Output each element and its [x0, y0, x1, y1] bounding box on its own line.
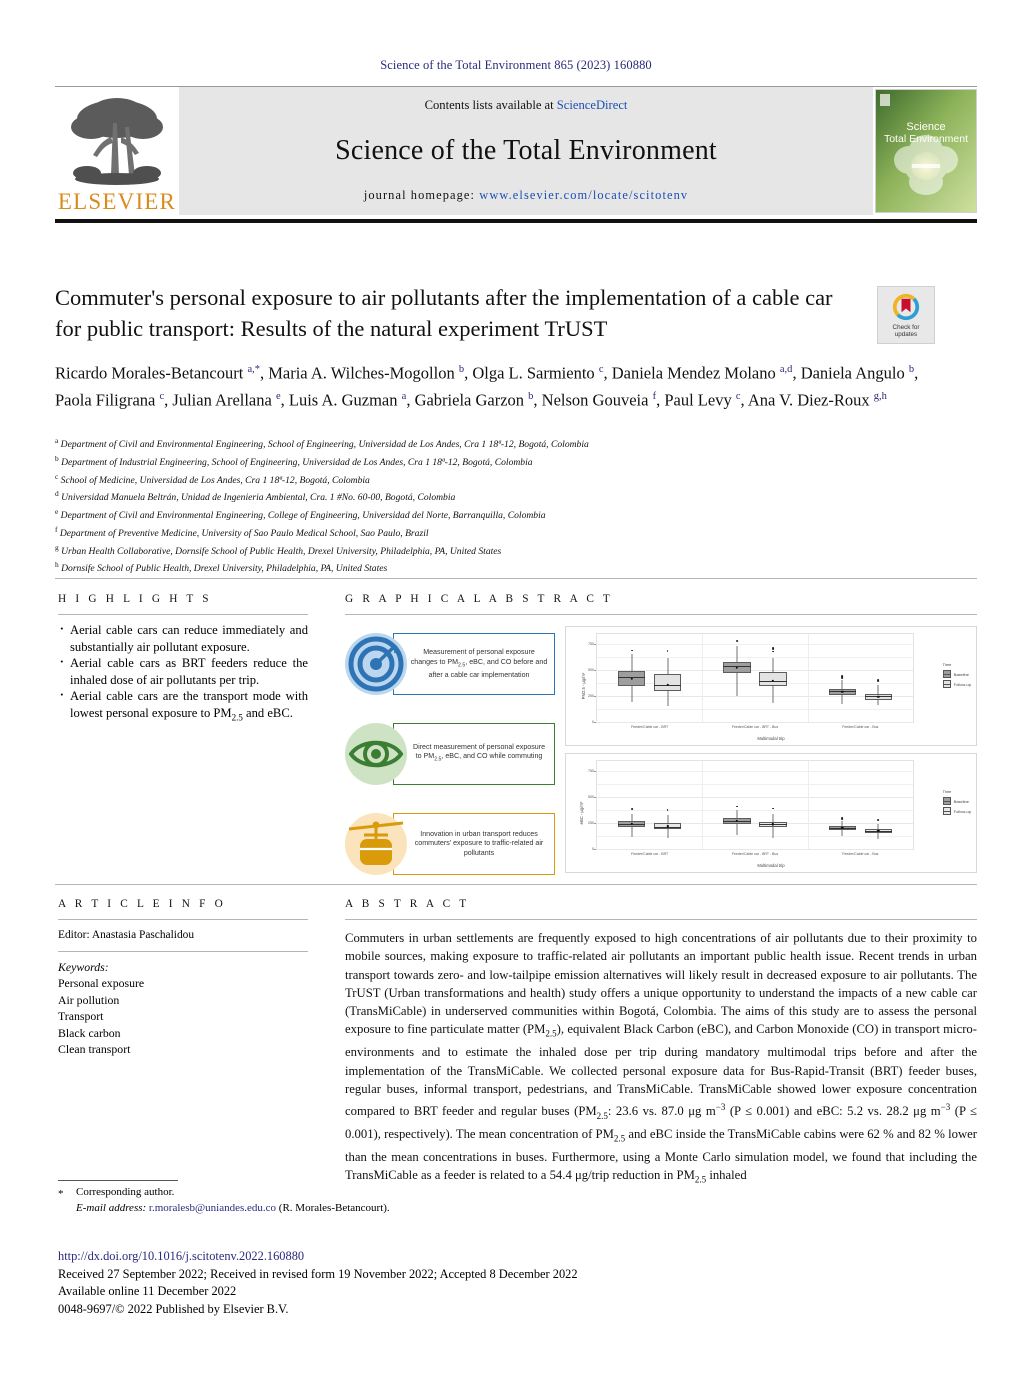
- boxplot-baseline: [618, 634, 645, 722]
- journal-cover: [873, 87, 977, 215]
- affiliation-item: [55, 505, 955, 523]
- legend-entry: [943, 807, 971, 815]
- affiliation-item: [55, 487, 955, 505]
- author-name: Julian Arellana: [172, 390, 276, 410]
- affiliation-item: [55, 558, 955, 576]
- title-block: [55, 282, 977, 344]
- outlier-point: [736, 806, 738, 808]
- crossmark-line2: updates: [894, 331, 918, 338]
- graphical-abstract-callout: [345, 716, 555, 792]
- contents-line: [425, 98, 628, 113]
- outlier-point: [736, 640, 738, 642]
- boxplot-follow-up: [865, 761, 892, 849]
- outlier-point: [877, 679, 879, 681]
- email-line: [58, 1200, 658, 1216]
- affiliation-mark: d: [55, 489, 59, 499]
- callout-text-box: [393, 633, 555, 695]
- affiliation-text: School of Medicine, Universidad de Los Andes, Cra 1 18ª-12, Bogotá, Colombia: [58, 474, 370, 486]
- author-separator: ,: [259, 363, 269, 383]
- category-separator: [702, 761, 703, 849]
- legend-swatch: [943, 807, 951, 815]
- author-affiliation-mark: a,d: [779, 364, 793, 375]
- callout-text: Innovation in urban transport reduces commuters' exposure to traffic-related air pollutants: [414, 829, 544, 857]
- graphical-abstract-callout: [345, 626, 555, 702]
- author-name: Daniela Angulo: [800, 363, 909, 383]
- y-axis-tick-label: 0: [592, 720, 594, 724]
- legend-label: Follow-up: [953, 681, 971, 687]
- outlier-point: [842, 817, 844, 819]
- author-affiliation-mark: b: [908, 364, 915, 375]
- keyword-item: Air pollution: [58, 992, 120, 1007]
- received-dates: Received 27 September 2022; Received in revised form 19 November 2022; Accepted 8 December 2022: [58, 1266, 578, 1281]
- editor-label: Editor: Anastasia Paschalidou: [58, 929, 195, 941]
- affiliation-mark: f: [55, 524, 58, 534]
- highlights-rule: [58, 614, 308, 615]
- legend-label: Baseline: [953, 798, 969, 804]
- category-separator: [702, 634, 703, 722]
- legend-title: Time: [942, 789, 952, 795]
- y-axis-tick-label: 0: [592, 847, 594, 851]
- author-affiliation-mark: b: [528, 391, 534, 402]
- journal-masthead: [55, 86, 977, 223]
- outlier-point: [667, 809, 669, 811]
- graphical-abstract-charts: [565, 626, 977, 882]
- author-name: Paola Filigrana: [55, 390, 160, 410]
- affiliation-text: Department of Preventive Medicine, University of Sao Paulo Medical School, Sao Paulo, Brazil: [57, 528, 429, 540]
- svg-text:Science: Science: [906, 121, 946, 133]
- boxplot-baseline: [829, 634, 856, 722]
- graphical-abstract-callouts: [345, 626, 555, 882]
- graphical-abstract-callout: [345, 806, 555, 882]
- x-axis-tick-label: Feeder/Cable car - BRT: [631, 852, 669, 856]
- author-name: Ricardo Morales-Betancourt: [55, 363, 248, 383]
- author-name: Paul Levy: [664, 390, 736, 410]
- boxplot-baseline: [618, 761, 645, 849]
- highlight-item: · Aerial cable cars are the transport mode with lowest personal exposure to $PM_{2.5}$ and eBC.: [58, 688, 308, 726]
- article-info-top-rule: [55, 884, 977, 885]
- affiliation-mark: b: [55, 453, 59, 463]
- cable-car-icon: [345, 813, 407, 875]
- y-axis-tick-label: 750: [588, 642, 594, 647]
- author-separator: ,: [914, 363, 919, 383]
- legend-title: Time: [942, 662, 952, 668]
- author-affiliation-mark: c: [735, 391, 741, 402]
- y-axis-tick-label: 250: [588, 694, 594, 699]
- keyword-item: Black carbon: [58, 1025, 121, 1040]
- abstract-heading: A B S T R A C T: [345, 898, 470, 910]
- affiliation-item: [55, 523, 955, 541]
- graphical-abstract-heading: G R A P H I C A L A B S T R A C T: [345, 593, 614, 605]
- copyright-line: 0048-9697/© 2022 Published by Elsevier B.V.: [58, 1301, 289, 1316]
- journal-title: Science of the Total Environment: [335, 134, 717, 166]
- affiliation-text: Department of Civil and Environmental Engineering, College of Engineering, Universidad del Norte, Barranquilla, Colombia: [58, 510, 546, 522]
- highlights-list: [58, 622, 308, 726]
- email-suffix: (R. Morales-Betancourt).: [278, 1202, 390, 1214]
- x-axis-label: Multimodal trip: [757, 736, 785, 741]
- boxplot-follow-up: [654, 634, 681, 722]
- legend-entry: [943, 797, 971, 805]
- corresponding-author-line: Corresponding author.: [76, 1186, 175, 1198]
- author-separator: ,: [740, 390, 748, 410]
- author-name: Olga L. Sarmiento: [472, 363, 599, 383]
- y-gridline: [597, 722, 913, 723]
- masthead-bottom-rule: [55, 219, 977, 223]
- keyword-item: Transport: [58, 1009, 104, 1024]
- x-axis-tick-label: Feeder/Cable car - BRT: [631, 725, 669, 729]
- legend-swatch: [943, 797, 951, 805]
- y-axis-label: eBC - μg/m³: [578, 801, 584, 825]
- boxplot-follow-up: [759, 634, 786, 722]
- affiliation-mark: g: [55, 542, 59, 552]
- affiliation-list: [55, 434, 955, 576]
- legend-swatch: [943, 680, 951, 688]
- journal-homepage-line: [364, 188, 688, 203]
- author-name: Nelson Gouveia: [541, 390, 653, 410]
- y-gridline: [597, 849, 913, 850]
- elsevier-tree-icon: [67, 93, 167, 189]
- affiliation-text: Universidad Manuela Beltrán, Unidad de Ingenieria Ambiental, Cra. 1 #No. 60-00, Bogotá, Colombia: [58, 492, 456, 504]
- affiliation-text: Department of Industrial Engineering, School of Engineering, Universidad de Los Andes, Cra 1 18ª-12, Bogotá, Colombia: [58, 456, 533, 468]
- legend-swatch: [943, 670, 951, 678]
- email-link[interactable]: r.moralesb@uniandes.edu.co: [148, 1202, 277, 1214]
- keywords-list: [58, 975, 308, 1057]
- author-affiliation-mark: c: [598, 364, 604, 375]
- category-separator: [808, 634, 809, 722]
- x-axis-tick-label: Feeder/Cable car - BRT - Bus: [731, 725, 779, 729]
- journal-reference: Science of the Total Environment 865 (2023) 160880: [380, 58, 652, 72]
- outlier-point: [772, 647, 774, 649]
- author-affiliation-mark: b: [458, 364, 465, 375]
- affiliation-text: Dornsife School of Public Health, Drexel University, Philadelphia, PA, United States: [58, 563, 388, 575]
- y-axis-tick-label: 500: [588, 795, 594, 800]
- plot-area: [588, 760, 914, 856]
- target-icon-container: [345, 633, 407, 695]
- highlights-heading: H I G H L I G H T S: [58, 593, 212, 605]
- boxplot-baseline: [723, 634, 750, 722]
- pm25-chart: [565, 626, 977, 746]
- outlier-point: [772, 651, 774, 653]
- corresponding-author-footnote: [58, 1184, 658, 1216]
- highlight-item: · Aerial cable cars as BRT feeders reduce the inhaled dose of air pollutants per trip.: [58, 655, 308, 688]
- x-axis-tick-label: Feeder/Cable car - Bus: [842, 725, 879, 729]
- callout-text-box: [393, 813, 555, 875]
- crossmark-badge[interactable]: [877, 286, 935, 344]
- article-footer: [58, 1248, 758, 1318]
- boxplot-baseline: [829, 761, 856, 849]
- highlights-section: [58, 593, 308, 726]
- affiliation-text: Urban Health Collaborative, Dornsife School of Public Health, Drexel University, Philadelphia, PA, United States: [58, 545, 502, 557]
- eye-icon-container: [345, 723, 407, 785]
- author-name: Maria A. Wilches-Mogollon: [268, 363, 459, 383]
- affiliation-item: [55, 541, 955, 559]
- boxplot-follow-up: [759, 761, 786, 849]
- affiliation-item: [55, 452, 955, 470]
- eye-icon: [345, 723, 407, 785]
- outlier-point: [772, 808, 774, 810]
- sciencedirect-link[interactable]: ScienceDirect: [556, 98, 628, 112]
- footnote-rule: [58, 1180, 178, 1181]
- author-affiliation-mark: a: [401, 391, 407, 402]
- affiliation-text: Department of Civil and Environmental Engineering, School of Engineering, Universidad de Los Andes, Cra 1 18ª-12, Bogotá, Colombia: [58, 439, 589, 451]
- outlier-point: [842, 675, 844, 677]
- affiliation-mark: c: [55, 471, 59, 481]
- author-affiliation-mark: e: [275, 391, 281, 402]
- plot-area: [588, 633, 914, 729]
- page-title: Commuter's personal exposure to air pollutants after the implementation of a cable car for public transport: Results of the natural experiment TrUST: [55, 285, 833, 341]
- outlier-point: [667, 650, 669, 652]
- contents-prefix: Contents lists available at: [424, 98, 557, 112]
- boxplot-follow-up: [654, 761, 681, 849]
- keyword-item: Clean transport: [58, 1042, 131, 1057]
- chart-legend: [943, 789, 971, 817]
- article-info-section: [58, 898, 308, 1057]
- highlight-item: · Aerial cable cars can reduce immediately and substantially air pollutant exposure.: [58, 622, 308, 655]
- y-axis-tick-label: 750: [588, 769, 594, 774]
- legend-entry: [943, 680, 971, 688]
- legend-label: Baseline: [953, 671, 969, 677]
- affiliation-item: [55, 470, 955, 488]
- author-separator: ,: [464, 363, 473, 383]
- article-info-heading: A R T I C L E I N F O: [58, 898, 227, 910]
- x-axis-label: Multimodal trip: [757, 863, 785, 868]
- keywords-rule: [58, 951, 308, 952]
- outlier-point: [631, 808, 633, 810]
- callout-text-box: [393, 723, 555, 785]
- y-axis-tick-label: 250: [588, 821, 594, 826]
- boxplot-baseline: [723, 761, 750, 849]
- author-separator: ,: [406, 390, 415, 410]
- x-axis-tick-label: Feeder/Cable car - BRT - Bus: [731, 852, 779, 856]
- author-name: Daniela Mendez Molano: [611, 363, 780, 383]
- available-online: Available online 11 December 2022: [58, 1284, 237, 1299]
- author-name: Gabriela Garzon: [414, 390, 529, 410]
- category-separator: [808, 761, 809, 849]
- affiliation-mark: h: [55, 560, 59, 570]
- boxplot-follow-up: [865, 634, 892, 722]
- elsevier-wordmark: ELSEVIER: [57, 189, 177, 214]
- x-axis-tick-label: Feeder/Cable car - Bus: [842, 852, 879, 856]
- target-icon: [345, 633, 407, 695]
- author-affiliation-mark: g,h: [873, 391, 887, 402]
- legend-label: Follow-up: [953, 808, 971, 814]
- author-affiliation-mark: f: [652, 391, 657, 402]
- author-separator: ,: [533, 390, 542, 410]
- chart-legend: [943, 662, 971, 690]
- email-label: E-mail address:: [76, 1202, 147, 1214]
- abstract-section: [345, 898, 977, 1189]
- cable-car-icon-container: [345, 813, 407, 875]
- author-affiliation-mark: c: [159, 391, 165, 402]
- highlights-top-rule: [55, 578, 977, 579]
- callout-text: Measurement of personal exposure changes to $PM_{2.5}$, eBC, and CO before and after a cable car implementation: [410, 647, 548, 679]
- doi-link[interactable]: http://dx.doi.org/10.1016/j.scitotenv.2022.160880: [58, 1249, 305, 1263]
- journal-cover-thumbnail: [875, 89, 977, 213]
- author-affiliation-mark: a,*: [247, 364, 260, 375]
- homepage-url[interactable]: www.elsevier.com/locate/scitotenv: [479, 188, 689, 202]
- svg-text:Total Environment: Total Environment: [883, 133, 969, 145]
- graphical-abstract-section: [345, 593, 977, 882]
- y-axis-tick-label: 500: [588, 668, 594, 673]
- keyword-item: Personal exposure: [58, 976, 145, 991]
- masthead-center: [179, 87, 873, 215]
- author-name: Ana V. Diez-Roux: [747, 390, 874, 410]
- footnote-star: *: [58, 1188, 64, 1200]
- ebc-chart: [565, 753, 977, 873]
- cover-artwork-icon: [876, 90, 976, 212]
- abstract-text: Commuters in urban settlements are frequently exposed to high concentrations of air pollutants due to their proximity to mobile sources, making exposure to traffic-related air pollutants an important public health issue. Recent trends in urban transport towards zero- and low-tailpipe emission alternatives will likely result in decreased exposure to air pollutants. The TrUST (Urban transformations and health) study offers a unique opportunity to understand the impacts of a new cable car (TransMiCable) in underserved communities within Bogotá, Colombia. The aims of this study are to assess the personal exposure to fine particulate matter $(PM_{2.5})$, equivalent Black Carbon (eBC), and Carbon Monoxide (CO) in transport micro-environments and to estimate the inhaled dose per trip during mandatory multimodal trips before and after the implementation of the TransMiCable. We collected personal exposure data for Bus-Rapid-Transit (BRT) feeder buses, regular buses, informal transport, pedestrians, and TransMiCable. TransMiCable showed lower exposure concentration compared to BRT feeder and regular buses ($PM_{2.5}$: 23.6 vs. 87.0 μg $m^{-3}$ (P ≤ 0.001) and eBC: 5.2 vs. 28.2 μg $m^{-3}$ (P ≤ 0.001), respectively). The mean concentration of $PM_{2.5}$ and eBC inside the TransMiCable cabins were 62 % and 82 % lower than the mean concentrations in buses. Furthermore, using a Monte Carlo simulation model, we found that including the TransMiCable as a feeder is related to a 54.4 μg/trip reduction in $PM_{2.5}$ inhaled: [345, 931, 977, 1185]
- crossmark-label: [893, 324, 920, 339]
- author-separator: ,: [164, 390, 173, 410]
- author-list: [55, 358, 955, 412]
- callout-text: Direct measurement of personal exposure to $PM_{2.5}$, eBC, and CO while commuting: [412, 742, 546, 763]
- outlier-point: [631, 650, 633, 652]
- legend-entry: [943, 670, 971, 678]
- affiliation-mark: a: [55, 436, 59, 445]
- author-name: Luis A. Guzman: [288, 390, 402, 410]
- author-separator: ,: [603, 363, 612, 383]
- elsevier-logo: [55, 87, 179, 215]
- author-separator: ,: [792, 363, 801, 383]
- affiliation-mark: e: [55, 507, 59, 517]
- author-separator: ,: [656, 390, 665, 410]
- crossmark-icon: [891, 292, 921, 322]
- keywords-label: Keywords:: [58, 960, 109, 974]
- author-separator: ,: [280, 390, 289, 410]
- outlier-point: [877, 819, 879, 821]
- affiliation-item: [55, 434, 955, 452]
- homepage-prefix: journal homepage:: [363, 188, 480, 202]
- crossmark-line1: Check for: [892, 323, 920, 331]
- y-axis-label: PM2.5 - μg/m³: [580, 672, 586, 700]
